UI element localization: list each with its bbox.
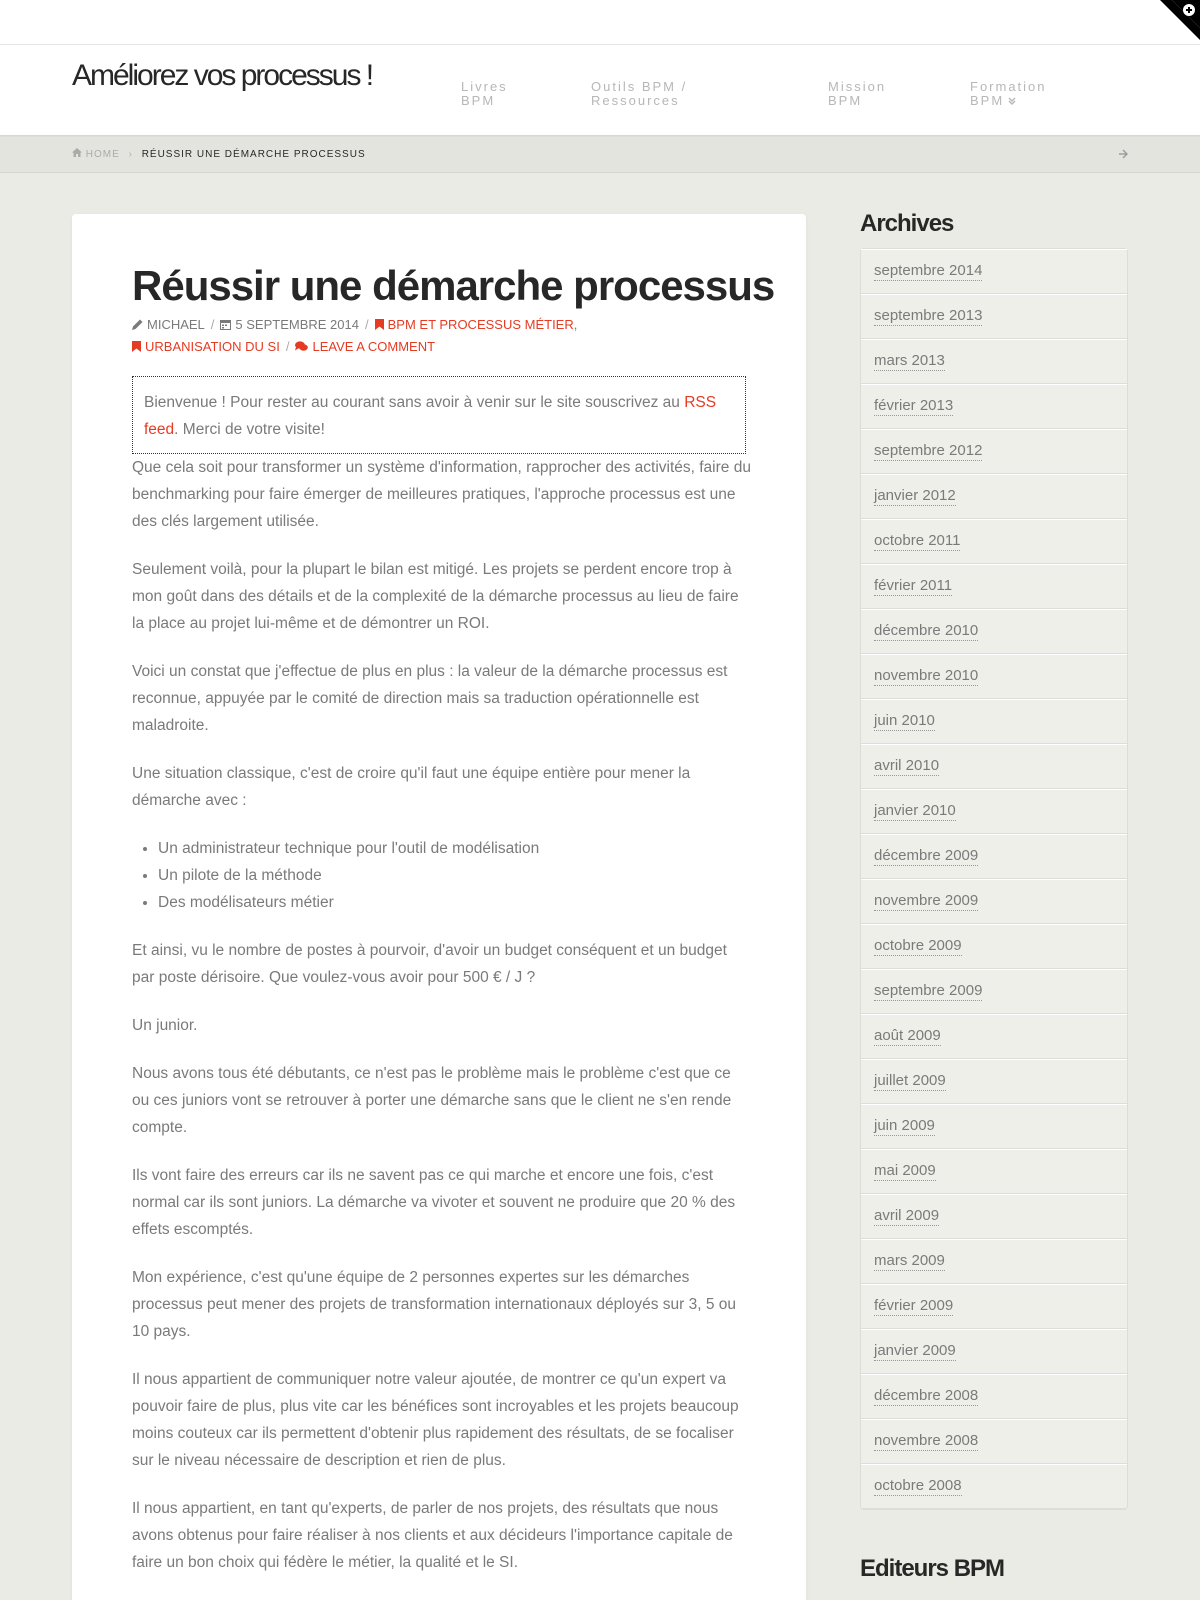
archive-item[interactable] xyxy=(861,879,1127,924)
comments-icon xyxy=(295,337,308,358)
site-title[interactable]: Améliorez vos processus ! xyxy=(72,59,373,92)
role-list xyxy=(158,835,752,916)
archive-item[interactable] xyxy=(861,384,1127,429)
bookmark-icon xyxy=(132,337,141,358)
corner-toggle[interactable] xyxy=(1160,0,1200,40)
archives-title: Archives xyxy=(860,210,954,237)
archive-link[interactable]: décembre 2010 xyxy=(874,622,979,639)
chevron-down-icon xyxy=(1008,96,1016,110)
archive-item[interactable] xyxy=(861,474,1127,519)
site-header xyxy=(0,45,1200,136)
list-item: • Un pilote de la méthode xyxy=(158,862,752,889)
post-title: Réussir une démarche processus xyxy=(132,262,775,309)
breadcrumb-home-link[interactable]: HOME xyxy=(85,149,120,160)
list-item: • Un administrateur technique pour l'outil de modélisation xyxy=(158,835,752,862)
post-date: 5 SEPTEMBRE 2014 xyxy=(235,317,359,332)
archive-item[interactable] xyxy=(861,834,1127,879)
archive-item[interactable] xyxy=(861,1149,1127,1194)
archive-link[interactable]: février 2009 xyxy=(874,1297,954,1314)
archive-item[interactable] xyxy=(861,1239,1127,1284)
archive-item[interactable] xyxy=(861,1194,1127,1239)
archive-link[interactable]: octobre 2011 xyxy=(874,532,961,549)
archive-link[interactable]: novembre 2010 xyxy=(874,667,979,684)
archive-item[interactable] xyxy=(861,654,1127,699)
paragraph: Que cela soit pour transformer un système d'information, rapprocher des activités, faire du benchmarking pour faire émerger de meilleures pratiques, l'approche processus est une des clés largement utilisée. xyxy=(132,459,751,530)
archive-link[interactable]: janvier 2010 xyxy=(874,802,956,819)
archive-link[interactable]: juin 2010 xyxy=(874,712,935,729)
post-body xyxy=(132,454,752,1597)
archive-link[interactable]: avril 2009 xyxy=(874,1207,940,1224)
archive-item[interactable] xyxy=(861,699,1127,744)
paragraph: Un junior. xyxy=(132,1017,198,1034)
category-link-bpm[interactable]: BPM ET PROCESSUS MÉTIER xyxy=(387,317,574,332)
leave-comment-link[interactable]: LEAVE A COMMENT xyxy=(312,339,436,354)
paragraph: Il nous appartient de communiquer notre valeur ajoutée, de montrer ce qu'un expert va pouvoir faire de plus, plus vite car les bénéfices sont incroyables et les projets beaucoup moins couteux car ils permettent d'obtenir plus rapidement des résultats, de se focaliser sur le niveau nécessaire de description et rien de plus. xyxy=(132,1371,739,1469)
notice-text: Bienvenue ! Pour rester au courant sans avoir à venir sur le site souscrivez au xyxy=(144,394,685,411)
breadcrumb xyxy=(72,148,366,160)
archive-item[interactable] xyxy=(861,1464,1127,1509)
nav-item-label: BPM xyxy=(461,93,496,108)
top-bar xyxy=(0,0,1200,45)
list-item: • Des modélisateurs métier xyxy=(158,889,752,916)
archive-link[interactable]: février 2011 xyxy=(874,577,953,594)
paragraph: Nous avons tous été débutants, ce n'est pas le problème mais le problème c'est que ce ou ces juniors vont se retrouver à porter une démarche sans que le client ne s'en rende compte. xyxy=(132,1065,732,1136)
archive-item[interactable] xyxy=(861,1104,1127,1149)
breadcrumb-bar xyxy=(0,137,1200,173)
archive-item[interactable] xyxy=(861,1329,1127,1374)
archive-item[interactable] xyxy=(861,1284,1127,1329)
archive-item[interactable] xyxy=(861,744,1127,789)
archive-link[interactable]: juillet 2009 xyxy=(874,1072,946,1089)
archive-link[interactable]: septembre 2009 xyxy=(874,982,983,999)
category-link-urbanisation[interactable]: URBANISATION DU SI xyxy=(145,339,280,354)
archive-link[interactable]: septembre 2013 xyxy=(874,307,983,324)
archive-item[interactable] xyxy=(861,519,1127,564)
home-icon xyxy=(72,149,86,160)
nav-item-livres-bpm[interactable] xyxy=(461,80,508,108)
welcome-notice xyxy=(132,376,746,454)
paragraph: Voici un constat que j'effectue de plus en plus : la valeur de la démarche processus est reconnue, appuyée par le comité de direction mais sa traduction opérationnelle est maladroite. xyxy=(132,663,728,734)
arrow-right-icon[interactable] xyxy=(1118,146,1128,164)
archive-link[interactable]: mai 2009 xyxy=(874,1162,936,1179)
breadcrumb-separator: › xyxy=(128,149,133,160)
nav-item-formation-bpm[interactable] xyxy=(970,80,1047,110)
archive-item[interactable] xyxy=(861,339,1127,384)
archive-link[interactable]: novembre 2008 xyxy=(874,1432,979,1449)
bookmark-icon xyxy=(375,315,384,336)
archive-link[interactable]: décembre 2008 xyxy=(874,1387,979,1404)
paragraph: Seulement voilà, pour la plupart le bilan est mitigé. Les projets se perdent encore trop à mon goût dans des détails et de la complexité de la démarche processus au lieu de faire la place au projet lui-même et de démontrer un ROI. xyxy=(132,561,739,632)
nav-item-label: Mission xyxy=(828,79,887,94)
breadcrumb-current: RÉUSSIR UNE DÉMARCHE PROCESSUS xyxy=(141,149,366,160)
archive-item[interactable] xyxy=(861,564,1127,609)
post-meta: MICHAEL / 5 SEPTEMBRE 2014 / BPM ET PROCESSUS MÉTIER, URBANISATION DU SI / LEAVE A COMMENT xyxy=(132,314,752,358)
archive-item[interactable] xyxy=(861,429,1127,474)
pencil-icon xyxy=(132,315,143,336)
plus-icon xyxy=(1160,0,1200,40)
archive-link[interactable]: janvier 2012 xyxy=(874,487,956,504)
archive-item[interactable] xyxy=(861,1059,1127,1104)
archive-link[interactable]: janvier 2009 xyxy=(874,1342,956,1359)
archive-item[interactable] xyxy=(861,924,1127,969)
nav-item-label: Ressources xyxy=(591,93,680,108)
archive-link[interactable]: février 2013 xyxy=(874,397,954,414)
nav-item-label: Outils BPM / xyxy=(591,79,688,94)
archive-item[interactable] xyxy=(861,789,1127,834)
archive-list xyxy=(860,248,1128,1510)
nav-item-mission-bpm[interactable] xyxy=(828,80,886,108)
notice-text: . Merci de votre visite! xyxy=(174,421,325,438)
archive-item[interactable] xyxy=(861,249,1127,294)
archive-item[interactable] xyxy=(861,1014,1127,1059)
nav-item-label: BPM xyxy=(970,93,1005,108)
archive-item[interactable] xyxy=(861,969,1127,1014)
archive-item[interactable] xyxy=(861,609,1127,654)
archive-item[interactable] xyxy=(861,1374,1127,1419)
nav-item-outils-bpm[interactable] xyxy=(591,80,687,108)
archive-link[interactable]: décembre 2009 xyxy=(874,847,979,864)
paragraph: Ils vont faire des erreurs car ils ne savent pas ce qui marche et encore une fois, c'est normal car ils sont juniors. La démarche va vivoter et souvent ne produire que 20 % des effets escomptés. xyxy=(132,1167,736,1238)
article-card xyxy=(72,214,806,1600)
sidebar xyxy=(860,210,1128,1510)
archive-link[interactable]: juin 2009 xyxy=(874,1117,935,1134)
calendar-icon xyxy=(220,315,231,336)
paragraph: Une situation classique, c'est de croire qu'il faut une équipe entière pour mener la démarche avec : xyxy=(132,765,691,809)
archive-link[interactable]: avril 2010 xyxy=(874,757,940,774)
nav-item-label: BPM xyxy=(828,93,863,108)
paragraph: Mon expérience, c'est qu'une équipe de 2 personnes expertes sur les démarches processus peut mener des projets de transformation internationaux déployés sur 3, 5 ou 10 pays. xyxy=(132,1269,736,1340)
archive-item[interactable] xyxy=(861,1419,1127,1464)
archive-link[interactable]: mars 2009 xyxy=(874,1252,945,1269)
archive-link[interactable]: novembre 2009 xyxy=(874,892,979,909)
paragraph: Et ainsi, vu le nombre de postes à pourvoir, d'avoir un budget conséquent et un budget par poste dérisoire. Que voulez-vous avoir pour 500 € / J ? xyxy=(132,942,727,986)
archive-item[interactable] xyxy=(861,294,1127,339)
archive-link[interactable]: août 2009 xyxy=(874,1027,941,1044)
archive-link[interactable]: mars 2013 xyxy=(874,352,945,369)
paragraph: Il nous appartient, en tant qu'experts, de parler de nos projets, des résultats que nous avons obtenus pour faire réaliser à nos clients et aux décideurs l'importance capitale de faire un bon choix qui fédère le métier, la qualité et le SI. xyxy=(132,1500,733,1571)
rss-feed-link[interactable]: RSS feed xyxy=(144,394,717,438)
post-author-link[interactable]: MICHAEL xyxy=(147,317,205,332)
archive-link[interactable]: octobre 2008 xyxy=(874,1477,962,1494)
nav-item-label: Livres xyxy=(461,79,508,94)
nav-item-label: Formation xyxy=(970,79,1047,94)
archive-link[interactable]: septembre 2014 xyxy=(874,262,983,279)
editeurs-bpm-title: Editeurs BPM xyxy=(860,1555,1005,1582)
archive-link[interactable]: octobre 2009 xyxy=(874,937,962,954)
archive-link[interactable]: septembre 2012 xyxy=(874,442,983,459)
